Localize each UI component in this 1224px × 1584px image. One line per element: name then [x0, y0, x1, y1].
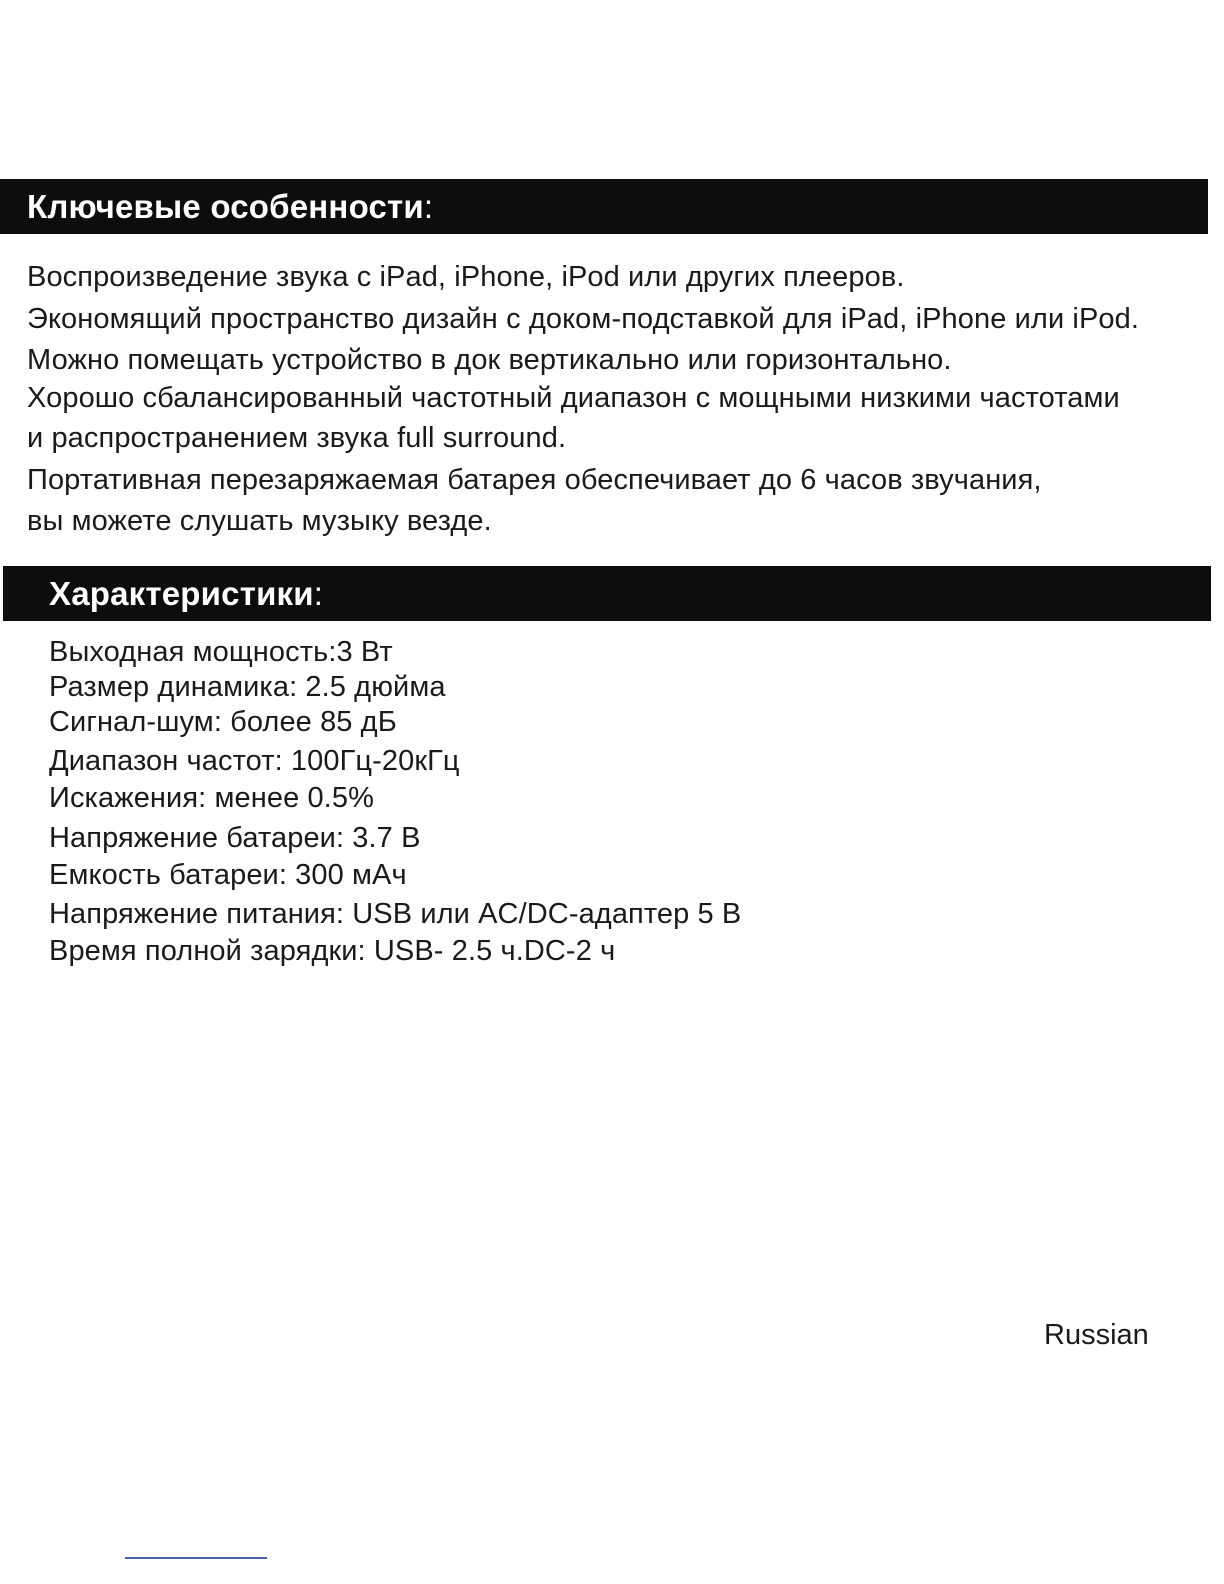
feature-line: и распространением звука full surround. [27, 422, 567, 454]
spec-line: Время полной зарядки: USB- 2.5 ч.DC-2 ч [49, 935, 616, 967]
spec-line: Выходная мощность:3 Вт [49, 636, 393, 668]
spec-line: Размер динамика: 2.5 дюйма [49, 671, 446, 703]
feature-line: Хорошо сбалансированный частотный диапазон с мощными низкими частотами [27, 382, 1120, 414]
feature-line: вы можете слушать музыку везде. [27, 505, 492, 537]
spec-line: Напряжение питания: USB или AC/DC-адаптер 5 В [49, 898, 742, 930]
features-heading-colon: : [423, 187, 434, 225]
specs-section-header [3, 566, 1211, 621]
footer-rule [125, 1557, 267, 1559]
feature-line: Воспроизведение звука с iPad, iPhone, iPod или других плееров. [27, 261, 905, 293]
spec-line: Напряжение батареи: 3.7 В [49, 822, 421, 854]
features-section-header [0, 179, 1208, 234]
specs-heading-colon: : [313, 574, 323, 612]
feature-line: Портативная перезаряжаемая батарея обеспечивает до 6 часов звучания, [27, 464, 1042, 496]
spec-line: Емкость батареи: 300 мАч [49, 859, 407, 891]
features-heading: Ключевые особенности [27, 187, 424, 225]
language-label: Russian [1044, 1319, 1149, 1351]
spec-line: Сигнал-шум: более 85 дБ [49, 706, 397, 738]
feature-line: Экономящий пространство дизайн с доком-подставкой для iPad, iPhone или iPod. [27, 303, 1140, 335]
spec-line: Искажения: менее 0.5% [49, 782, 374, 814]
spec-line: Диапазон частот: 100Гц-20кГц [49, 745, 460, 777]
feature-line: Можно помещать устройство в док вертикально или горизонтально. [27, 344, 952, 376]
specs-heading: Характеристики [49, 574, 314, 612]
